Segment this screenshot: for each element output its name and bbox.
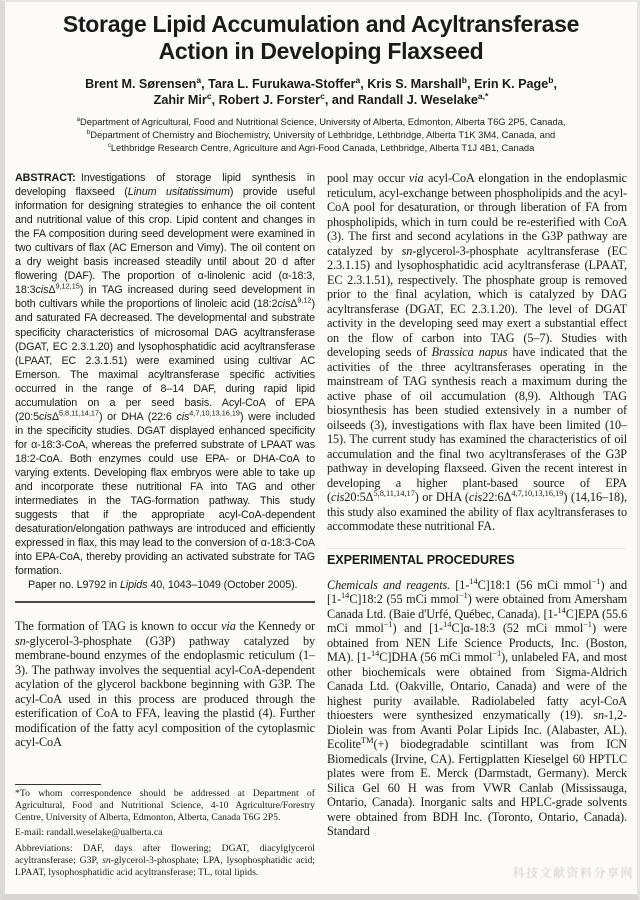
two-column-body: [5, 171, 637, 879]
affiliation-line-2: $^b$Department of Chemistry and Biochemistry, University of Lethbridge, Lethbridge, Alberta T1K 3M4, Canada, and: [86, 128, 556, 140]
affiliation-line-1: $^a$Department of Agricultural, Food and Nutritional Science, University of Alberta, Edmonton, Alberta T6G 2P5, Canada,: [76, 115, 566, 127]
intro-paragraph: The formation of TAG is known to occur via the Kennedy or sn-glycerol-3-phosphate (G3P) pathway catalyzed by membrane-bound enzymes of the endoplasmic reticulum (1–3). The pathway involves the sequential acyl-CoA-dependent acylation of the glycerol backbone beginning with G3P. The acyl-CoA used in this process are produced through the esterification of CoA to FFA, leaving the plastid (4). Further modification of the fatty acyl composition of the cytoplasmic acyl-CoA: [15, 619, 315, 750]
paper-number-line: Paper no. L9792 in Lipids 40, 1043–1049 (October 2005).: [28, 579, 298, 592]
affiliation-line-3: $^c$Lethbridge Research Centre, Agriculture and Agri-Food Canada, Lethbridge, Alberta T1J 4B1, Canada: [107, 141, 535, 153]
author-line-2: Zahir Mir$^c$, Robert J. Forster$^c$, and Randall J. Weselake$^{a,*}$: [153, 90, 489, 107]
abstract-end-rule: [15, 601, 315, 603]
correspondence-footnote: *To whom correspondence should be addressed at Department of Agricultural, Food and Nutritional Science, 4-10 Agriculture/Forestry Centre, University of Alberta, Edmonton, Alberta, Canada T6G 2P5.: [15, 787, 315, 824]
article-title-line-1: Storage Lipid Accumulation and Acyltransferase: [62, 11, 580, 37]
left-column: [15, 171, 315, 879]
article-header: [5, 2, 637, 154]
abstract-paragraph: ABSTRACT: Investigations of storage lipid synthesis in developing flaxseed (Linum usitatissimum) provide useful information for designing strategies to enhance the oil content and nutritional value of this crop. Lipid content and changes in the FA composition during seed development were examined in two cultivars of flax (AC Emerson and Vimy). The oil content on a dry weight basis increased steadily until about 20 d after flowering (DAF). The proportion of α-linolenic acid (α-18:3, 18:3cisΔ$^{9,12,15}$) in TAG increased during seed development in both cultivars while the proportions of linoleic acid (18:2cisΔ$^{9,12}$) and saturated FA decreased. The developmental and substrate specificity characteristics of microsomal DAG acyltransferase (DGAT, EC 2.3.1.20) and lysophosphatidic acid acyltransferase (LPAAT, EC 2.3.1.51) were examined using cultivar AC Emerson. The maximal acyltransferase specific activities occurred in the range of 8–14 DAF, during rapid lipid accumulation on a per seed basis. Acyl-CoA of EPA (20:5cisΔ$^{5,8,11,14,17}$) or DHA (22:6 cis$^{4,7,10,13,16,19}$) were included in the specificity studies. DGAT displayed enhanced specificity for α-18:3-CoA, whereas the preferred substrate of LPAAT was 18:2-CoA. Both enzymes could use EPA- or DHA-CoA to varying extents. Developing flax embryos were able to take up and incorporate these nutritional FA into TAG and other intermediates in the TAG-formation pathway. This study suggests that if the appropriate acyl-CoA-dependent desaturation/elongation pathways are introduced and efficiently expressed in flax, this may lead to the conversion of α-18:3-CoA into EPA-CoA, thereby providing an activated substrate for TAG formation.: [15, 172, 316, 578]
scan-artifact-line: [327, 548, 627, 549]
chemicals-and-reagents-paragraph: Chemicals and reagents. [1-$^{14}$C]18:1 (56 mCi mmol$^{-1}$) and [1-$^{14}$C]18:2 (55 mCi mmol$^{-1}$) were obtained from Amersham Canada Ltd. (Baie d'Urfé, Québec, Canada). [1-$^{14}$C]EPA (55.6 mCi mmol$^{-1}$) and [1-$^{14}$C]α-18:3 (52 mCi mmol$^{-1}$) were obtained from NEN Life Science Products, Inc. (Boston, MA). [1-$^{14}$C]DHA (56 mCi mmol$^{-1}$), unlabeled FA, and most other biochemicals were obtained from Sigma-Aldrich Canada Ltd. (Oakville, Ontario, Canada) and were of the highest purity available. Radiolabeled fatty acyl-CoA thioesters were synthesized enzymatically (19). sn-1,2-Diolein was from Avanti Polar Lipids Inc. (Alabaster, AL). Ecolite™(+) biodegradable scintillant was from ICN Biomedicals (Irvine, CA). Fertigplatten Kieselgel 60 HPTLC plates were from E. Merck (Darmstadt, Germany). Merck Silica Gel 60 H was from VWR Canlab (Mississauga, Ontario, Canada). Inorganic salts and HPLC-grade solvents were obtained from BDH Inc. (Toronto, Ontario, Canada). Standard: [327, 576, 628, 838]
article-title-line-2: Action in Developing Flaxseed: [158, 38, 484, 64]
footnote-block: [15, 784, 315, 879]
email-line: E-mail: randall.weselake@ualberta.ca: [15, 827, 163, 839]
right-column: [327, 171, 627, 879]
author-list: [5, 76, 637, 108]
abstract-section: [15, 171, 315, 592]
abbreviations-footnote: Abbreviations: DAF, days after flowering; DGAT, diacylglycerol acyltransferase; G3P, sn-glycerol-3-phosphate; LPA, lysophosphatidic acid; LPAAT, lysophosphatidic acid acyltransferase; TL, total lipids.: [15, 842, 315, 878]
author-line-1: Brent M. Sørensen$^a$, Tara L. Furukawa-Stoffer$^a$, Kris S. Marshall$^b$, Erin K. Page$^b$,: [85, 74, 557, 91]
section-heading-experimental-procedures: EXPERIMENTAL PROCEDURES: [327, 552, 515, 567]
article-title: [5, 11, 637, 65]
affiliation-list: [5, 115, 637, 154]
footnote-rule: [15, 784, 101, 785]
right-body-paragraph: pool may occur via acyl-CoA elongation in the endoplasmic reticulum, acyl-exchange between phospholipids and the acyl-CoA pool for desaturation, or through liberation of FA from phospholipids, which in turn could be re-esterified with CoA (3). The first and second acylations in the G3P pathway are catalyzed by sn-glycerol-3-phosphate acyltransferase (EC 2.3.1.15) and lysophosphatidic acid acyltransferase (LPAAT, EC 2.3.1.51), respectively. The phosphate group is removed prior to the final acylation, which is catalyzed by DAG acyltransferase (DGAT, EC 2.3.1.20). The level of DGAT activity in the developing seed may exert a substantial effect on the flow of carbon into TAG (5–7). Studies with developing seeds of Brassica napus have indicated that the activities of the three acyltransferases operating in the mainstream of TAG synthesis reach a maximum during the active phase of oil accumulation (8,9). Although TAG biosynthesis has been studied extensively in a number of oilseeds (3), investigations with flax have been limited (10–15). The current study has examined the characteristics of oil accumulation and the final two acyltransferases of the G3P pathway in developing flaxseed. Given the recent interest in developing a higher plant-based source of EPA $(cis20:5\Delta^{5,8,11,14,17})$ or DHA $(cis22:6\Delta^{4,7,10,13,16,19})$ (14,16–18), this study also examined the ability of flax acyltransferases to accommodate these nutritional FA.: [327, 171, 627, 533]
watermark: 科技文献资料分享网: [512, 866, 634, 880]
